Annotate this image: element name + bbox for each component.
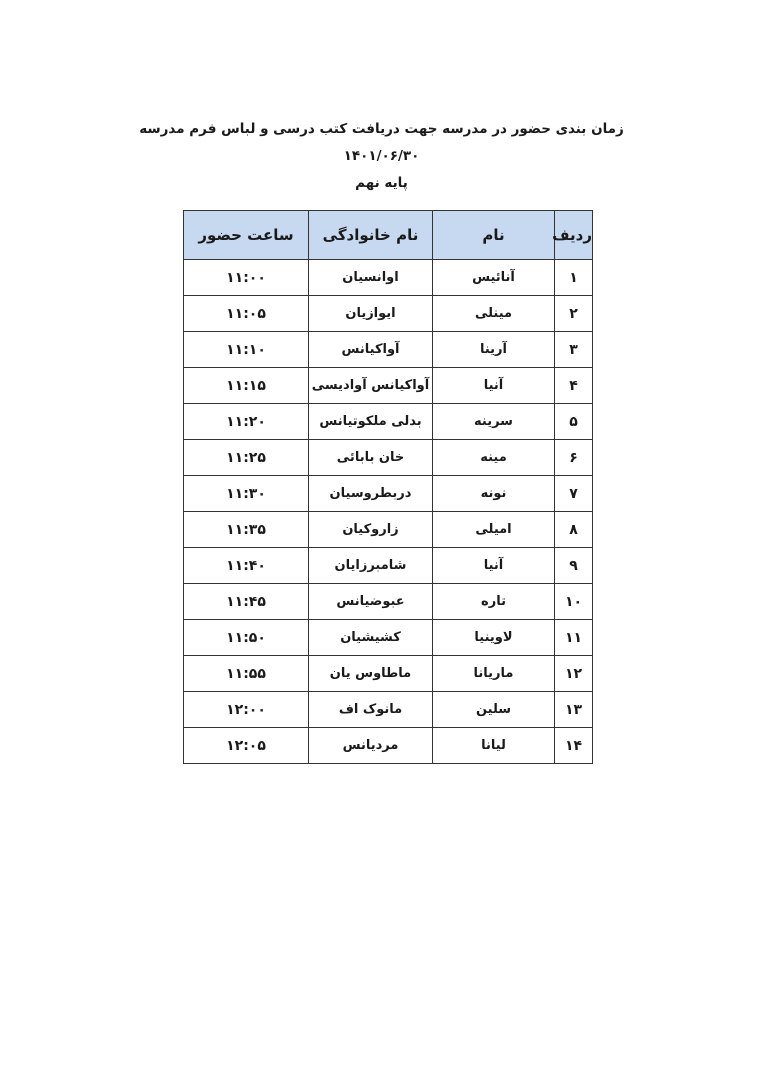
table-row [184,548,593,584]
last-name-cell: شامبرزایان [309,548,433,584]
time-cell: ۱۱:۰۵ [184,296,309,332]
last-name-cell: ایوازیان [309,296,433,332]
last-name-cell: اوانسیان [309,260,433,296]
table-header-row [184,211,593,260]
table-row [184,692,593,728]
time-cell: ۱۱:۵۰ [184,620,309,656]
time-cell: ۱۱:۰۰ [184,260,309,296]
first-name-cell: نونه [433,476,555,512]
last-name-cell: خان بابائی [309,440,433,476]
last-name-cell: ماطاوس یان [309,656,433,692]
first-name-cell: آرینا [433,332,555,368]
page-title: زمان بندی حضور در مدرسه جهت دریافت کتب درسی و لباس فرم مدرسه [139,121,624,137]
row-index: ۵ [555,404,593,440]
table-row [184,620,593,656]
row-index: ۶ [555,440,593,476]
table-row [184,332,593,368]
time-cell: ۱۱:۲۰ [184,404,309,440]
table-row [184,728,593,764]
first-name-cell: آنیا [433,548,555,584]
table-row [184,584,593,620]
row-index: ۳ [555,332,593,368]
time-cell: ۱۱:۳۰ [184,476,309,512]
first-name-cell: لاوینیا [433,620,555,656]
first-name-cell: امیلی [433,512,555,548]
table-row [184,404,593,440]
grade-label: پایه نهم [355,175,408,191]
column-header-last-name: نام خانوادگی [309,211,433,260]
column-header-first-name: نام [433,211,555,260]
time-cell: ۱۱:۴۰ [184,548,309,584]
column-header-time: ساعت حضور [184,211,309,260]
first-name-cell: سرینه [433,404,555,440]
row-index: ۴ [555,368,593,404]
row-index: ۷ [555,476,593,512]
row-index: ۱۳ [555,692,593,728]
last-name-cell: آواکیانس [309,332,433,368]
time-cell: ۱۱:۳۵ [184,512,309,548]
row-index: ۱۰ [555,584,593,620]
row-index: ۱ [555,260,593,296]
first-name-cell: آنیا [433,368,555,404]
last-name-cell: کشیشیان [309,620,433,656]
row-index: ۸ [555,512,593,548]
first-name-cell: مینلی [433,296,555,332]
time-cell: ۱۲:۰۵ [184,728,309,764]
time-cell: ۱۱:۴۵ [184,584,309,620]
schedule-table [183,210,593,764]
last-name-cell: زاروکیان [309,512,433,548]
time-cell: ۱۱:۱۵ [184,368,309,404]
row-index: ۱۱ [555,620,593,656]
last-name-cell: مانوک اف [309,692,433,728]
table-row [184,260,593,296]
table-row [184,656,593,692]
first-name-cell: تاره [433,584,555,620]
first-name-cell: سلین [433,692,555,728]
time-cell: ۱۱:۵۵ [184,656,309,692]
time-cell: ۱۲:۰۰ [184,692,309,728]
first-name-cell: مینه [433,440,555,476]
table-row [184,440,593,476]
column-header-index: ردیف [555,211,593,260]
row-index: ۱۴ [555,728,593,764]
table-row [184,512,593,548]
first-name-cell: آنائیس [433,260,555,296]
table-row [184,296,593,332]
row-index: ۱۲ [555,656,593,692]
last-name-cell: دربطروسیان [309,476,433,512]
last-name-cell: بدلی ملکوتیانس [309,404,433,440]
table-row [184,476,593,512]
last-name-cell: مردیانس [309,728,433,764]
last-name-cell: آواکیانس آوادیسی [309,368,433,404]
time-cell: ۱۱:۱۰ [184,332,309,368]
row-index: ۲ [555,296,593,332]
first-name-cell: لیانا [433,728,555,764]
table-row [184,368,593,404]
last-name-cell: عبوضیانس [309,584,433,620]
date-label: ۱۴۰۱/۰۶/۳۰ [343,148,420,164]
first-name-cell: ماریانا [433,656,555,692]
row-index: ۹ [555,548,593,584]
time-cell: ۱۱:۲۵ [184,440,309,476]
